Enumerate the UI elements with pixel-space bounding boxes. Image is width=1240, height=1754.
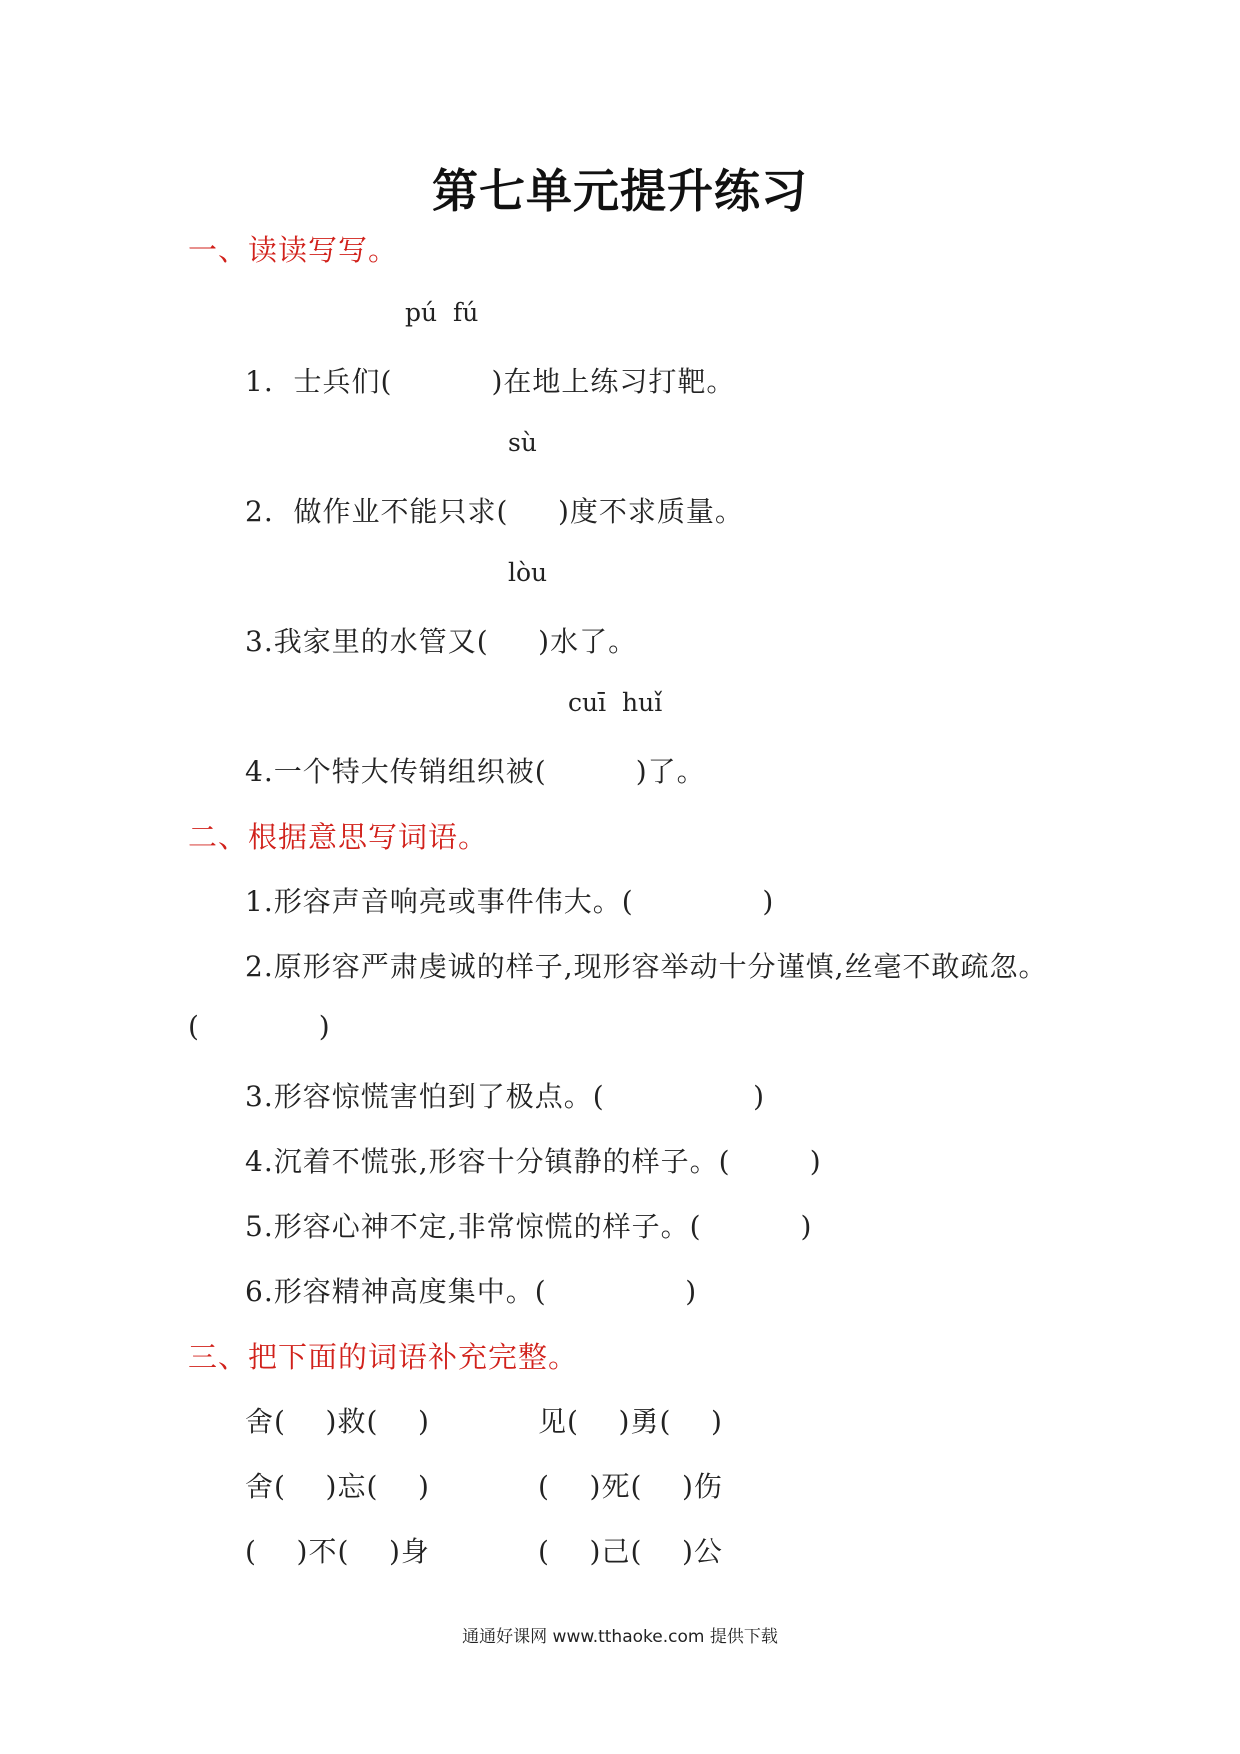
pinyin-2: sù (508, 428, 537, 457)
idiom-row-2-right: ( )死( )伤 (538, 1470, 723, 1503)
section-2-item-3: 3.形容惊慌害怕到了极点。( ) (245, 1080, 766, 1113)
page-title: 第七单元提升练习 (432, 164, 808, 218)
idiom-row-1-right: 见( )勇( ) (538, 1405, 723, 1438)
footer-source: 通通好课网 www.tthaoke.com 提供下载 (462, 1627, 778, 1647)
pinyin-1: pú fú (405, 298, 479, 327)
section-2-heading: 二、根据意思写词语。 (188, 820, 489, 854)
section-1-item-2: 2. 做作业不能只求( )度不求质量。 (245, 495, 744, 528)
section-2-item-5: 5.形容心神不定,非常惊慌的样子。( ) (245, 1210, 813, 1243)
section-1-item-3: 3.我家里的水管又( )水了。 (245, 625, 638, 658)
idiom-row-2-left: 舍( )忘( ) (245, 1470, 430, 1503)
idiom-row-1-left: 舍( )救( ) (245, 1405, 430, 1438)
section-2-item-2: 2.原形容严肃虔诚的样子,现形容举动十分谨慎,丝毫不敢疏忽。 (245, 950, 1048, 983)
section-2-item-1: 1.形容声音响亮或事件伟大。( ) (245, 885, 775, 918)
pinyin-4: cuī huǐ (568, 688, 663, 717)
section-2-item-2-answer: ( ) (188, 1010, 331, 1043)
section-2-item-4: 4.沉着不慌张,形容十分镇静的样子。( ) (245, 1145, 822, 1178)
section-1-heading: 一、读读写写。 (188, 233, 399, 267)
section-1-item-1: 1. 士兵们( )在地上练习打靶。 (245, 365, 736, 398)
section-2-item-6: 6.形容精神高度集中。( ) (245, 1275, 698, 1308)
section-3-heading: 三、把下面的词语补充完整。 (188, 1340, 579, 1374)
idiom-row-3-left: ( )不( )身 (245, 1535, 430, 1568)
section-1-item-4: 4.一个特大传销组织被( )了。 (245, 755, 706, 788)
pinyin-3: lòu (508, 558, 548, 587)
idiom-row-3-right: ( )己( )公 (538, 1535, 723, 1568)
